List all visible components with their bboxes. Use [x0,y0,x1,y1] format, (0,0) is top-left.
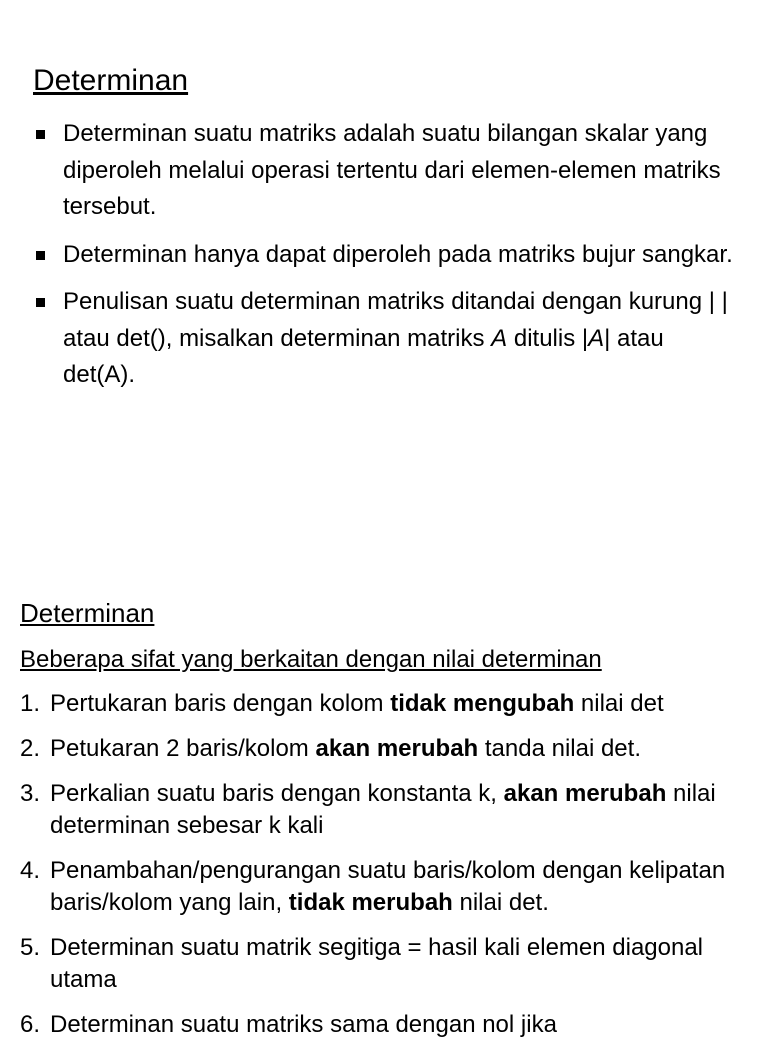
item-text-pre: Pertukaran baris dengan kolom [50,690,391,717]
item-number: 1. [20,690,41,717]
property-item [20,1009,750,1041]
item-text-bold: tidak mengubah [390,690,575,717]
square-bullet-icon [36,251,45,260]
item-number: 2. [20,735,41,762]
bullet-item [33,237,738,274]
property-list [20,688,750,1054]
matrix-symbol: A [588,324,605,352]
slide-subtitle: Beberapa sifat yang berkaitan dengan nilai determinan [20,646,602,673]
item-text-pre: Petukaran 2 baris/kolom [50,735,316,762]
matrix-symbol: A [491,324,508,352]
item-text-pre: Determinan suatu matrik segitiga = hasil kali elemen diagonal utama [50,934,704,993]
item-text-bold: akan merubah [315,735,479,762]
item-number: 4. [20,857,41,884]
property-item [20,778,750,842]
property-item [20,733,750,765]
bullet-item [33,284,738,394]
property-item [20,688,750,720]
item-text-pre: Penambahan/pengurangan suatu baris/kolom dengan kelipatan baris/kolom yang lain, [50,857,726,916]
bullet-text-pre: Penulisan suatu determinan matriks ditandai dengan kurung | | atau det(), misalkan determinan matriks [63,288,728,352]
item-text-pre: Perkalian suatu baris dengan konstanta k, [50,780,504,807]
bullet-item [33,116,738,226]
item-number: 5. [20,934,41,961]
item-text-bold: akan merubah [503,780,667,807]
item-text-post: nilai det. [452,889,549,916]
item-text-pre: Determinan suatu matriks sama dengan nol jika [50,1011,557,1038]
bullet-list [33,116,738,405]
item-text-post: nilai det [574,690,664,717]
slide-title: Determinan [33,64,189,97]
square-bullet-icon [36,298,45,307]
bullet-text-post: | atau det(A). [63,324,664,388]
item-text-post: nilai determinan sebesar k kali [50,780,716,839]
item-text-post: tanda nilai det. [478,735,641,762]
bullet-text-mid: ditulis | [507,324,589,352]
item-number: 3. [20,780,41,807]
bullet-text: Determinan hanya dapat diperoleh pada matriks bujur sangkar. [63,240,733,268]
item-text-bold: tidak merubah [288,889,453,916]
bullet-text: Determinan suatu matriks adalah suatu bilangan skalar yang diperoleh melalui operasi tertentu dari elemen-elemen matriks tersebut. [63,120,721,220]
slide-determinan-properties [0,580,768,1038]
square-bullet-icon [36,130,45,139]
property-item [20,855,750,919]
item-number: 6. [20,1011,41,1038]
property-item [20,932,750,996]
slide-title: Determinan [20,598,155,628]
